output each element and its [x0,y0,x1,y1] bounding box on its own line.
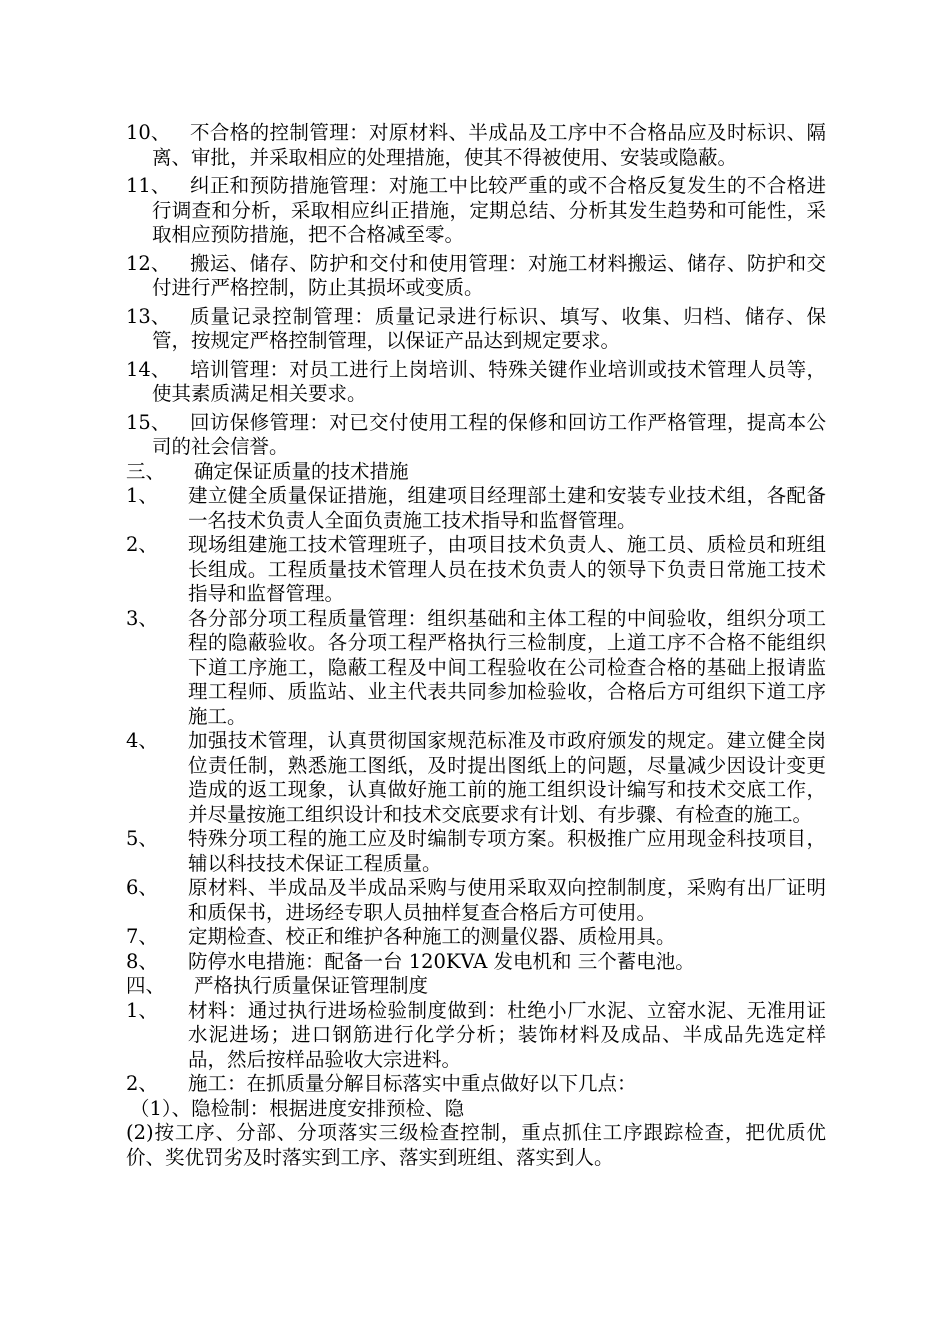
item-number: 1、 [126,484,158,507]
item-text: 原材料、半成品及半成品采购与使用采取双向控制制度，采购有出厂证明和质保书，进场经专职人员抽样复查合格后方可使用。 [188,876,826,924]
list-item [126,1072,826,1097]
list-item [126,358,826,407]
item-text: 施工：在抓质量分解目标落实中重点做好以下几点： [188,1072,637,1095]
list-item [126,411,826,460]
item-text: 防停水电措施：配备一台 120KVA 发电机和 三个蓄电池。 [188,949,695,973]
document-body [126,121,826,1170]
list-item [126,827,826,876]
item-text: 质量记录控制管理：质量记录进行标识、填写、收集、归档、储存、保管，按规定严格控制管理，以保证产品达到规定要求。 [152,304,826,352]
list-item [126,484,826,533]
item-text: 回访保修管理：对已交付使用工程的保修和回访工作严格管理，提高本公司的社会信誉。 [152,410,826,458]
list-item [126,876,826,925]
item-text: 特殊分项工程的施工应及时编制专项方案。积极推广应用现金科技项目，辅以科技技术保证工程质量。 [188,827,826,875]
item-text: 材料：通过执行进场检验制度做到：杜绝小厂水泥、立窑水泥、无准用证水泥进场；进口钢筋进行化学分析；装饰材料及成品、半成品先选定样品，然后按样品验收大宗进料。 [188,998,826,1071]
item-text: 不合格的控制管理：对原材料、半成品及工序中不合格品应及时标识、隔离、审批，并采取相应的处理措施，使其不得被使用、安装或隐蔽。 [152,121,826,169]
item-number: 4、 [126,729,158,752]
item-number: 2、 [126,1072,158,1095]
item-number: 10、 [126,121,171,144]
item-text: 纠正和预防措施管理：对施工中比较严重的或不合格反复发生的不合格进行调查和分析，采取相应纠正措施，定期总结、分析其发生趋势和可能性，采取相应预防措施，把不合格减至零。 [152,174,826,246]
list-item [126,729,826,827]
list-item [126,950,826,975]
item-text: 现场组建施工技术管理班子，由项目技术负责人、施工员、质检员和班组长组成。工程质量技术管理人员在技术负责人的领导下负责日常施工技术指导和监督管理。 [188,533,826,605]
item-text: 定期检查、校正和维护各种施工的测量仪器、质检用具。 [188,925,676,948]
item-number: 11、 [126,174,171,197]
section-title: 严格执行质量保证管理制度 [194,974,429,997]
item-number: 2、 [126,533,158,556]
paragraph: （1）、隐检制：根据进度安排预检、隐 [130,1096,465,1120]
item-text: 搬运、储存、防护和交付和使用管理：对施工材料搬运、储存、防护和交付进行严格控制，防止其损坏或变质。 [152,251,826,299]
item-number: 14、 [126,357,171,381]
section-heading [126,974,826,999]
item-number: 13、 [126,304,171,328]
list-item [126,174,826,248]
section-heading [126,460,826,485]
item-text: 加强技术管理，认真贯彻国家规范标准及市政府颁发的规定。建立健全岗位责任制，熟悉施工图纸，及时提出图纸上的问题，尽量减少因设计变更造成的返工现象，认真做好施工前的施工组织设计编写和技术交底工作，并尽量按施工组织设计和技术交底要求有计划、有步骤、有检查的施工。 [188,729,826,826]
item-number: 5、 [126,827,158,850]
list-item [126,607,826,730]
item-number: 1、 [126,998,158,1022]
section-title: 确定保证质量的技术措施 [194,459,409,483]
list-item [126,533,826,607]
list-item [126,121,826,170]
list-item [126,252,826,301]
item-number: 12、 [126,251,171,275]
item-text: 各分部分项工程质量管理：组织基础和主体工程的中间验收，组织分项工程的隐蔽验收。各分项工程严格执行三检制度，上道工序不合格不能组织下道工序施工，隐蔽工程及中间工程验收在公司检查合格的基础上报请监理工程师、质监站、业主代表共同参加检验收，合格后方可组织下道工序施工。 [188,606,826,728]
section-number: 四、 [126,974,166,997]
list-item [126,999,826,1073]
item-number: 7、 [126,925,158,948]
item-text: 建立健全质量保证措施，组建项目经理部土建和安装专业技术组，各配备一名技术负责人全面负责施工技术指导和监督管理。 [188,484,826,532]
item-number: 6、 [126,876,158,899]
list-item [126,305,826,354]
section-number: 三、 [126,459,166,483]
item-text: 培训管理：对员工进行上岗培训、特殊关键作业培训或技术管理人员等，使其素质满足相关要求。 [152,357,826,405]
item-number: 3、 [126,606,158,630]
list-item [126,925,826,950]
item-number: 8、 [126,949,158,973]
item-number: 15、 [126,410,171,434]
paragraph: (2)按工序、分部、分项落实三级检查控制，重点抓住工序跟踪检查，把优质优价、奖优罚劣及时落实到工序、落实到班组、落实到人。 [126,1121,826,1169]
